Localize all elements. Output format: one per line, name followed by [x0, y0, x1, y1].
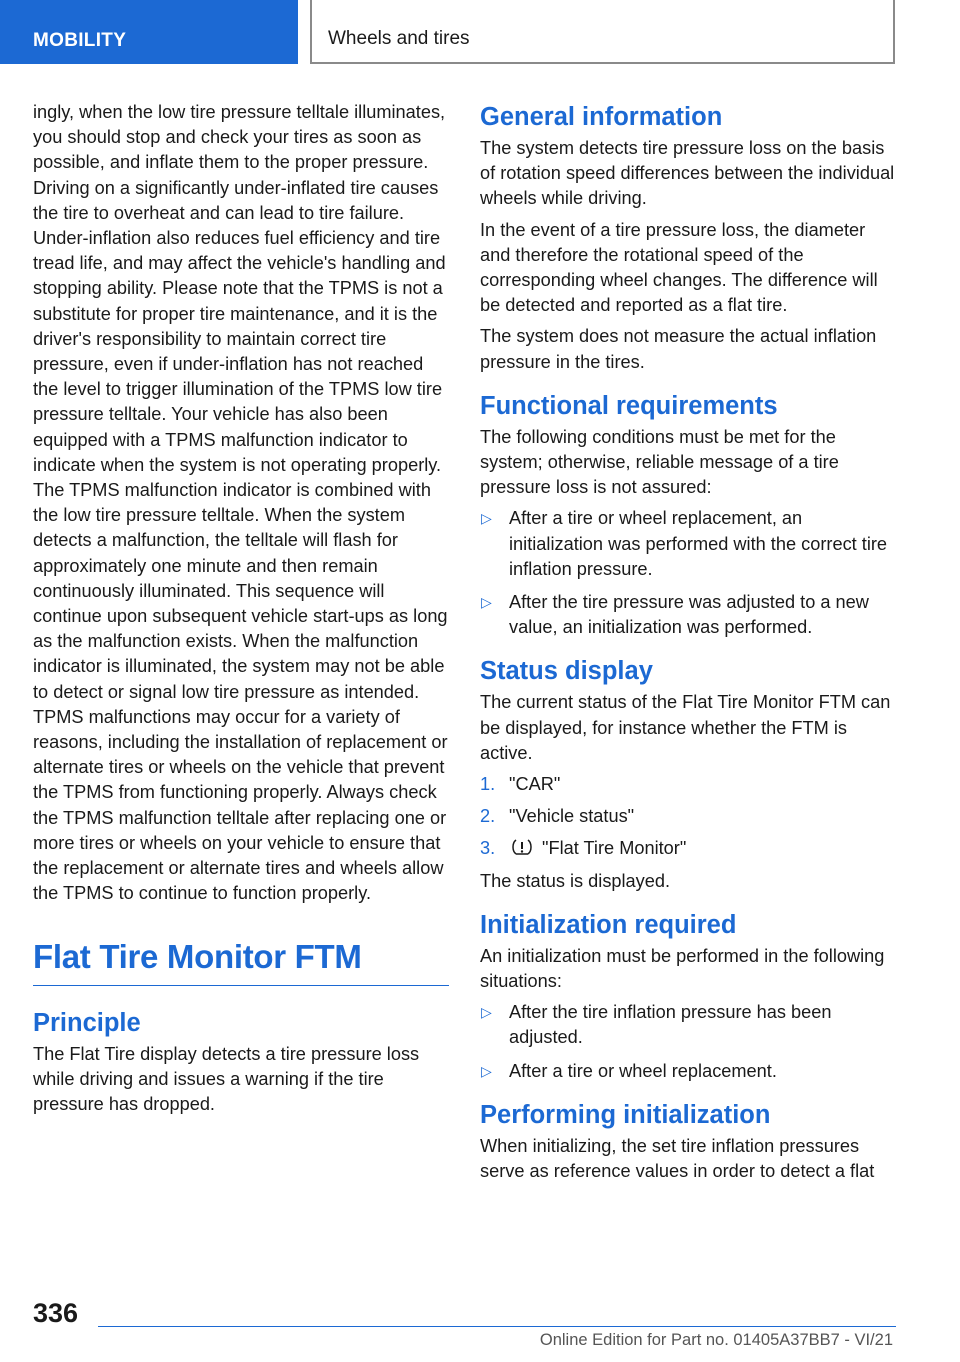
header-section-label: [0, 0, 298, 64]
ftm-heading: Flat Tire Monitor FTM: [33, 937, 449, 986]
status-result: The status is displayed.: [480, 870, 671, 891]
triangle-bullet-icon: ▷: [481, 1062, 492, 1079]
tpms-body-text: ingly, when the low tire pressure telltale illuminates, you should stop and check your tires as soon as possible, and inflate them to the proper pressure. Driving on a significantly under-inflated tire causes the tire to overheat and can lead to tire failure. Under-inflation also reduces fuel efficiency and tire tread life, and may affect the vehicle's handling and stopping ability. Please note that the TPMS is not a substitute for proper tire maintenance, and it is the driver's responsibility to maintain correct tire pressure, even if under-inflation has not reached the level to trigger illumination of the TPMS low tire pressure telltale. Your vehicle has also been equipped with a TPMS malfunction indicator to indicate when the system is not operating properly. The TPMS malfunction indicator is combined with the low tire pressure telltale. When the system detects a malfunction, the telltale will flash for approximately one minute and then remain continuously illuminated. This sequence will continue upon subsequent vehicle start-ups as long as the malfunction exists. When the malfunction indicator is illuminated, the system may not be able to detect or signal low tire pressure as intended. TPMS malfunctions may occur for a variety of reasons, including the installation of replacement or alternate tires or wheels on the vehicle that prevent the TPMS from functioning properly. Always check the TPMS malfunction telltale after replacing one or more tires or wheels on your vehicle to ensure that the replacement or alternate tires and wheels allow the TPMS to continue to function properly.: [33, 102, 448, 904]
tire-pressure-warning-icon: [511, 838, 533, 856]
step-text: "CAR": [509, 774, 561, 795]
footer-divider: [98, 1326, 896, 1327]
status-steps-list: [480, 772, 896, 862]
triangle-bullet-icon: ▷: [481, 594, 492, 611]
step-item: [480, 836, 896, 861]
list-item-text: After the tire inflation pressure has been adjusted.: [509, 1002, 832, 1048]
initialization-intro: An initialization must be performed in the following situations:: [480, 945, 885, 992]
step-number: 3.: [480, 838, 496, 859]
list-item-text: After a tire or wheel replacement.: [509, 1060, 777, 1081]
list-item: [480, 1059, 896, 1084]
chapter-title: Wheels and tires: [328, 28, 470, 49]
initialization-required-heading: Initialization required: [480, 910, 737, 939]
initialization-situations-list: [480, 1000, 896, 1084]
functional-intro: The following conditions must be met for the system; otherwise, reliable message of a tire pressure loss is not assured:: [480, 426, 839, 498]
step-text: "Vehicle status": [509, 806, 635, 827]
triangle-bullet-icon: ▷: [481, 510, 492, 527]
principle-heading: Principle: [33, 1008, 141, 1037]
status-intro: The current status of the Flat Tire Monitor FTM can be displayed, for instance whether the FTM is active.: [480, 692, 891, 763]
list-item: [480, 1000, 896, 1050]
step-number: 1.: [480, 774, 496, 795]
general-paragraph-2: In the event of a tire pressure loss, the diameter and therefore the rotational speed of the corresponding wheel changes. The difference will be detected and reported as a flat tire.: [480, 219, 878, 316]
performing-initialization-text: When initializing, the set tire inflation pressures serve as reference values in order to detect a flat: [480, 1135, 875, 1182]
list-item-text: After a tire or wheel replacement, an initialization was performed with the correct tire inflation pressure.: [509, 508, 888, 579]
right-column: [480, 100, 896, 1190]
list-item-text: After the tire pressure was adjusted to a new value, an initialization was performed.: [509, 592, 869, 638]
left-column: [33, 100, 449, 1123]
functional-requirements-heading: Functional requirements: [480, 391, 778, 420]
general-paragraph-1: The system detects tire pressure loss on the basis of rotation speed differences between the individual wheels while driving.: [480, 138, 895, 209]
status-display-heading: Status display: [480, 657, 653, 686]
principle-text: The Flat Tire display detects a tire pressure loss while driving and issues a warning if the tire pressure has dropped.: [33, 1043, 420, 1114]
step-item: [480, 804, 896, 829]
functional-requirements-list: [480, 506, 896, 640]
performing-initialization-heading: Performing initialization: [480, 1100, 771, 1129]
footer-edition: Online Edition for Part no. 01405A37BB7 - VI/21: [539, 1331, 893, 1349]
step-number: 2.: [480, 806, 496, 827]
page-number: 336: [33, 1298, 79, 1328]
list-item: [480, 590, 896, 640]
list-item: [480, 506, 896, 582]
header-chapter-title: [310, 0, 895, 64]
triangle-bullet-icon: ▷: [481, 1004, 492, 1021]
section-title: MOBILITY: [33, 30, 127, 51]
step-text: "Flat Tire Monitor": [542, 838, 687, 859]
general-information-heading: General information: [480, 103, 723, 131]
general-paragraph-3: The system does not measure the actual inflation pressure in the tires.: [480, 326, 877, 372]
step-item: [480, 772, 896, 797]
